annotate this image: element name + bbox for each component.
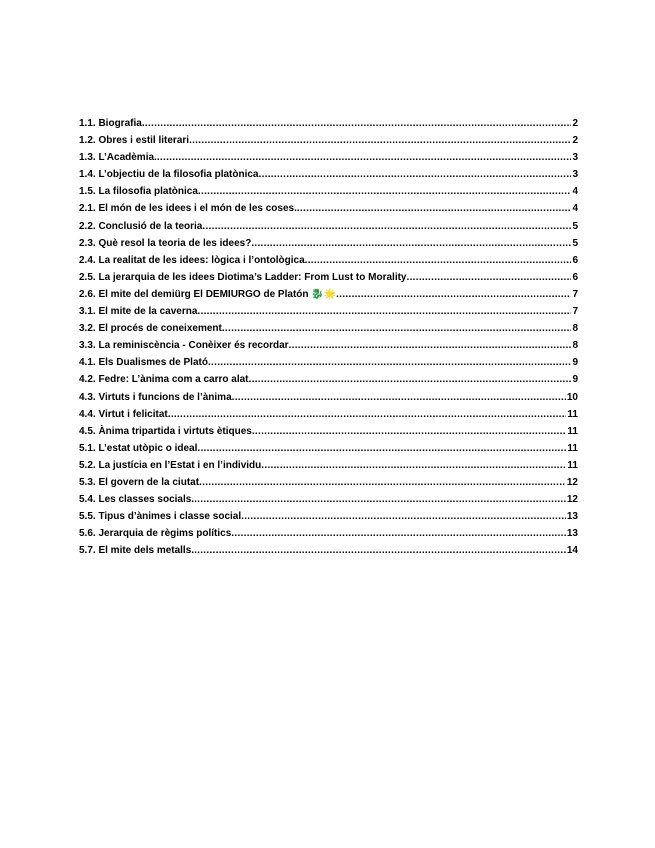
toc-dot-leader [208, 354, 571, 371]
toc-entry-title[interactable]: 4.4. Virtut i felicitat [79, 408, 168, 420]
toc-dot-leader [168, 406, 567, 423]
toc-page-number[interactable]: 5 [572, 237, 578, 249]
toc-entry-title[interactable]: 5.1. L’estat utòpic o ideal [79, 442, 198, 454]
toc-page-number[interactable]: 14 [566, 545, 578, 557]
toc-entry[interactable] [79, 200, 578, 217]
toc-dot-leader [336, 286, 571, 303]
toc-dot-leader [252, 423, 567, 440]
toc-entry-title[interactable]: 5.4. Les classes socials. [79, 494, 195, 506]
toc-entry-title[interactable]: 4.2. Fedre: L’ànima com a carro alat [79, 374, 249, 386]
toc-dot-leader [194, 542, 566, 559]
toc-page-number[interactable]: 13 [566, 528, 578, 540]
toc-page-number[interactable]: 2 [572, 118, 578, 129]
toc-entry[interactable] [79, 406, 578, 423]
toc-page-number[interactable]: 12 [566, 494, 578, 506]
toc-page-number[interactable]: 3 [572, 152, 578, 164]
toc-entry-title[interactable]: 1.2. Obres i estil literari [79, 135, 190, 147]
toc-page-number[interactable]: 7 [572, 288, 578, 300]
toc-page-number[interactable]: 11 [567, 442, 578, 454]
toc-dot-leader [198, 183, 572, 200]
toc-entry-title[interactable]: 5.6. Jerarquia de règims polítics [79, 528, 232, 540]
toc-entry[interactable] [79, 389, 578, 406]
toc-entry-title[interactable]: 2.5. La jerarquia de les idees Diotima’s Ladder: From Lust to Morality [79, 271, 407, 283]
toc-entry-title[interactable]: 3.2. El procés de coneixement [79, 323, 222, 335]
toc-entry-title[interactable]: 2.1. El món de les idees i el món de les coses. [79, 203, 297, 215]
toc-entry-title[interactable]: 5.2. La justícia en l’Estat i en l’individu [79, 459, 262, 471]
toc-dot-leader [232, 389, 566, 406]
toc-entry[interactable] [79, 337, 578, 354]
toc-entry[interactable] [79, 183, 578, 200]
toc-entry[interactable] [79, 149, 578, 166]
toc-dot-leader [407, 269, 572, 286]
toc-dot-leader [305, 252, 572, 269]
toc-entry[interactable] [79, 286, 578, 303]
toc-entry[interactable] [79, 440, 578, 457]
toc-entry-title[interactable]: 1.5. La filosofia platònica [79, 186, 198, 198]
toc-entry-title[interactable]: 4.3. Virtuts i funcions de l’ànima [79, 391, 232, 403]
toc-dot-leader [157, 149, 572, 166]
toc-entry[interactable] [79, 132, 578, 149]
toc-page-number[interactable]: 7 [572, 306, 578, 318]
toc-page-number[interactable]: 8 [572, 340, 578, 352]
toc-entry-title[interactable]: 3.1. El mite de la caverna [79, 306, 198, 318]
toc-entry[interactable] [79, 218, 578, 235]
toc-entry[interactable] [79, 115, 578, 132]
toc-entry[interactable] [79, 457, 578, 474]
toc-page-number[interactable]: 9 [572, 374, 578, 386]
toc-entry[interactable] [79, 252, 578, 269]
toc-dot-leader [251, 235, 571, 252]
toc-page-number[interactable]: 13 [566, 511, 578, 523]
toc-entry-title[interactable]: 1.1. Biografia [79, 118, 142, 129]
toc-entry[interactable] [79, 269, 578, 286]
toc-entry-title[interactable]: 4.5. Ànima tripartida i virtuts ètiques [79, 425, 252, 437]
toc-dot-leader [258, 166, 571, 183]
toc-entry[interactable] [79, 166, 578, 183]
toc-dot-leader [202, 218, 571, 235]
toc-entry[interactable] [79, 542, 578, 559]
toc-dot-leader [194, 491, 566, 508]
toc-dot-leader [241, 508, 566, 525]
toc-page-number[interactable]: 5 [572, 220, 578, 232]
toc-entry-title[interactable]: 5.3. El govern de la ciutat [79, 476, 200, 488]
toc-entry[interactable] [79, 320, 578, 337]
toc-dot-leader [197, 303, 571, 320]
toc-entry[interactable] [79, 423, 578, 440]
toc-page-number[interactable]: 4 [572, 186, 578, 198]
toc-page-number[interactable]: 11 [567, 425, 578, 437]
toc-dot-leader [289, 337, 572, 354]
toc-entry[interactable] [79, 303, 578, 320]
toc-entry[interactable] [79, 525, 578, 542]
toc-dot-leader [197, 440, 566, 457]
toc-page-number[interactable]: 6 [572, 254, 578, 266]
toc-entry-title[interactable]: 2.4. La realitat de les idees: lògica i l’ontològica [79, 254, 305, 266]
toc-entry[interactable] [79, 371, 578, 388]
toc-page-number[interactable]: 3 [572, 169, 578, 181]
toc-page-number[interactable]: 6 [572, 271, 578, 283]
toc-entry-title[interactable]: 2.3. Què resol la teoria de les idees? [79, 237, 252, 249]
toc-entry-title[interactable]: 5.5. Tipus d’ànimes i classe social [79, 511, 242, 523]
toc-dot-leader [142, 115, 572, 132]
toc-page-number[interactable]: 8 [572, 323, 578, 335]
toc-entry[interactable] [79, 491, 578, 508]
toc-dot-leader [261, 457, 566, 474]
toc-entry-title[interactable]: 1.4. L’objectiu de la filosofia platònica [79, 169, 259, 181]
toc-dot-leader [222, 320, 572, 337]
toc-page-number[interactable]: 12 [566, 476, 578, 488]
toc-page-number[interactable]: 11 [567, 459, 578, 471]
toc-entry-title[interactable]: 3.3. La reminiscència - Conèixer és recordar [79, 340, 289, 352]
toc-page-number[interactable]: 10 [566, 391, 578, 403]
toc-entry-title[interactable]: 5.7. El mite dels metalls. [79, 545, 195, 557]
toc-dot-leader [297, 200, 572, 217]
toc-page-number[interactable]: 4 [572, 203, 578, 215]
toc-dot-leader [249, 371, 572, 388]
toc-entry-title[interactable]: 2.2. Conclusió de la teoria [79, 220, 203, 232]
toc-entry-title[interactable]: 4.1. Els Dualismes de Plató [79, 357, 208, 369]
toc-page-number[interactable]: 11 [567, 408, 578, 420]
toc-entry-title[interactable]: 1.3. L’Acadèmia. [79, 152, 157, 164]
toc-page-number[interactable]: 2 [572, 135, 578, 147]
toc-dot-leader [199, 474, 566, 491]
toc-entry[interactable] [79, 474, 578, 491]
toc-entry[interactable] [79, 235, 578, 252]
toc-entry[interactable] [79, 354, 578, 371]
table-of-contents [79, 115, 578, 559]
toc-entry[interactable] [79, 508, 578, 525]
toc-dot-leader [231, 525, 566, 542]
toc-page-number[interactable]: 9 [572, 357, 578, 369]
toc-entry-title[interactable]: 2.6. El mite del demiürg El DEMIURGO de Platón 🐉🌟 [79, 288, 337, 300]
toc-dot-leader [189, 132, 571, 149]
